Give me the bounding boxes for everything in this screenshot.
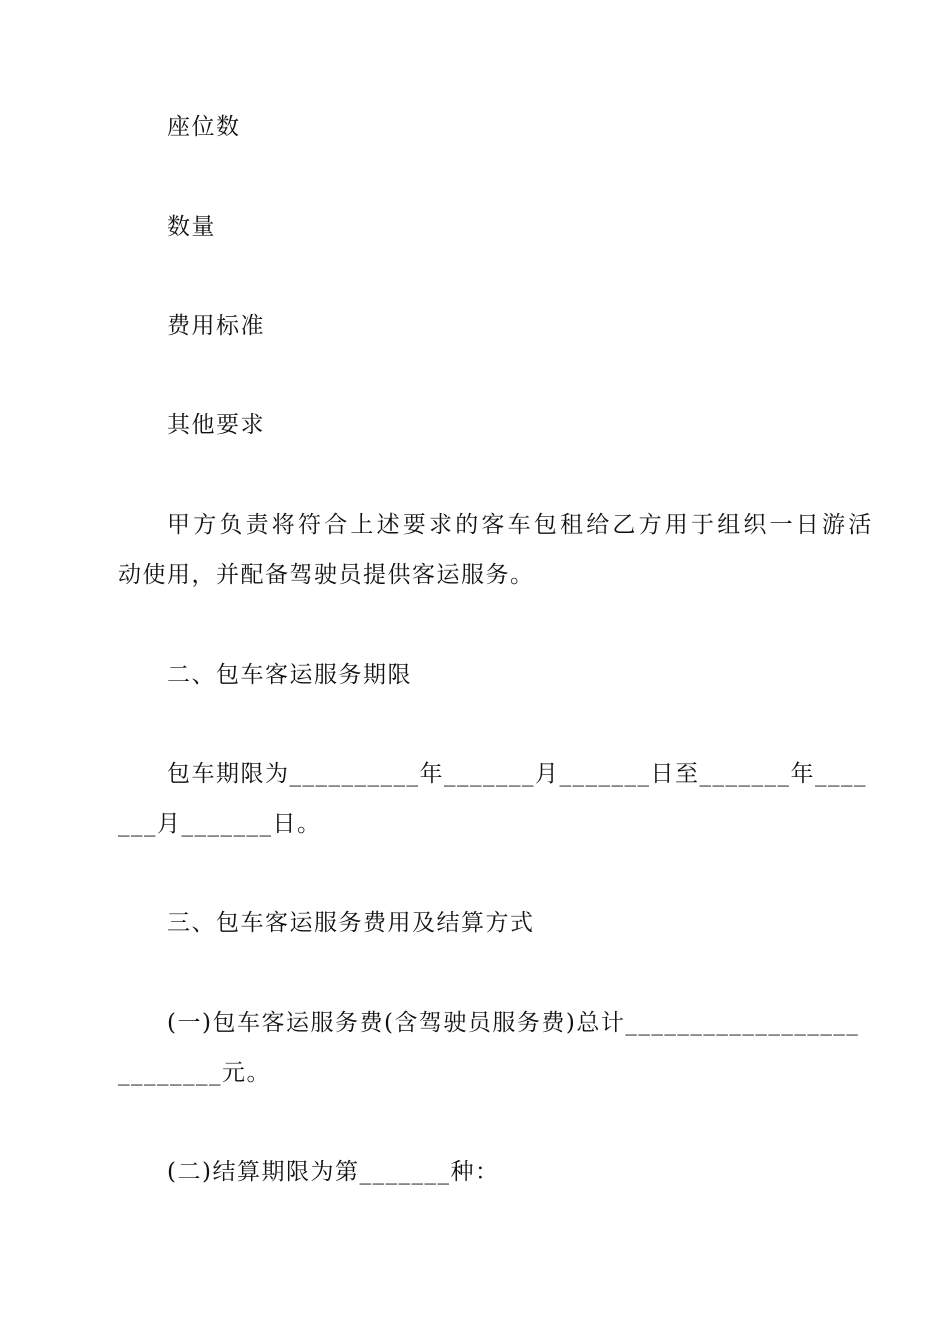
fee-line-1: (一)包车客运服务费(含驾驶员服务费)总计__________________ [167,1010,860,1036]
item-fee-standard: 费用标准 [167,313,265,339]
section-3-heading: 三、包车客运服务费用及结算方式 [167,910,535,936]
period-line-2: ___月_______日。 [118,811,322,837]
fee-line-2: ________元。 [118,1060,271,1086]
section-2-heading: 二、包车客运服务期限 [167,662,412,688]
settlement-line: (二)结算期限为第_______种： [167,1159,500,1185]
item-quantity: 数量 [167,214,216,240]
paragraph-line-1: 甲方负责将符合上述要求的客车包租给乙方用于组织一日游活 [167,512,875,538]
item-other-requirements: 其他要求 [167,412,265,438]
item-seat-count: 座位数 [167,114,241,140]
period-line-1: 包车期限为__________年_______月_______日至_______年____ [167,761,867,787]
paragraph-line-2: 动使用，并配备驾驶员提供客运服务。 [118,562,535,588]
